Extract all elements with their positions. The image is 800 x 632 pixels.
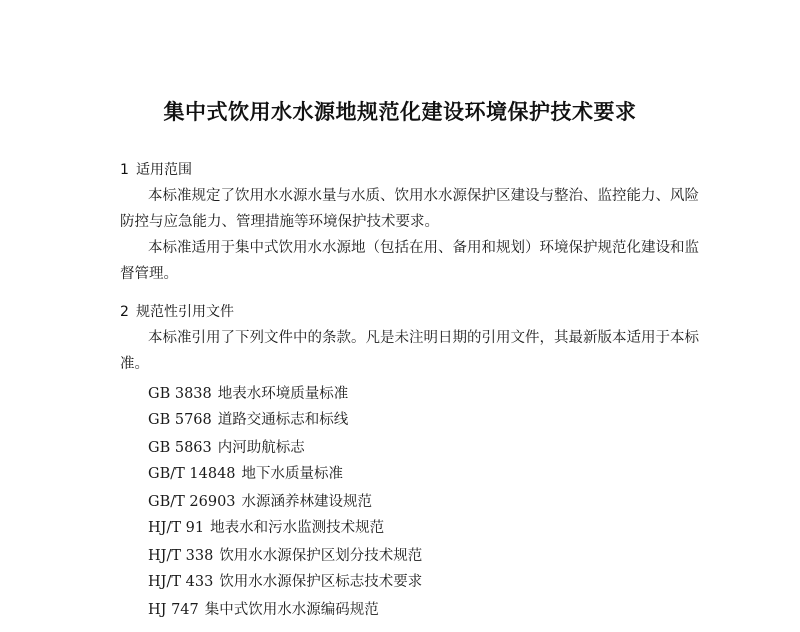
reference-name: 地下水质量标准 [241,466,344,482]
reference-code: HJ/T 91 [148,520,205,536]
reference-item [148,572,422,592]
reference-code: HJ/T 433 [148,574,214,590]
reference-name: 饮用水水源保护区划分技术规范 [219,548,423,564]
reference-name: 饮用水水源保护区标志技术要求 [219,574,423,590]
section-title: 适用范围 [136,162,192,178]
reference-item [148,464,343,484]
section-number: 2 [120,304,129,320]
reference-item [148,384,348,404]
reference-code: GB 5863 [148,440,212,456]
reference-code: GB 5768 [148,412,212,428]
reference-name: 地表水环境质量标准 [217,386,349,402]
section-heading [120,302,234,322]
paragraph-line: 本标准规定了饮用水水源水量与水质、饮用水水源保护区建设与整治、监控能力、风险 [148,188,699,204]
reference-name: 水源涵养林建设规范 [241,494,373,510]
reference-item [148,492,372,512]
paragraph-line: 督管理。 [120,266,178,282]
section-heading [120,160,192,180]
reference-code: GB/T 26903 [148,494,236,510]
document-title: 集中式饮用水水源地规范化建设环境保护技术要求 [163,100,637,124]
reference-code: GB 3838 [148,386,212,402]
reference-name: 道路交通标志和标线 [217,412,349,428]
reference-item [148,518,384,538]
reference-code: GB/T 14848 [148,466,236,482]
reference-item [148,546,422,566]
section-number: 1 [120,162,129,178]
paragraph-line: 本标准适用于集中式饮用水水源地（包括在用、备用和规划）环境保护规范化建设和监 [148,240,699,256]
reference-item [148,600,379,620]
reference-name: 地表水和污水监测技术规范 [210,520,385,536]
reference-name: 内河助航标志 [217,440,305,456]
paragraph-line: 防控与应急能力、管理措施等环境保护技术要求。 [120,214,439,230]
reference-item [148,410,348,430]
paragraph-line: 本标准引用了下列文件中的条款。凡是未注明日期的引用文件，其最新版本适用于本标 [148,330,699,346]
reference-code: HJ 747 [148,602,199,618]
paragraph-line: 准。 [120,356,149,372]
reference-item [148,438,305,458]
reference-code: HJ/T 338 [148,548,214,564]
section-title: 规范性引用文件 [136,304,234,320]
reference-name: 集中式饮用水水源编码规范 [204,602,379,618]
